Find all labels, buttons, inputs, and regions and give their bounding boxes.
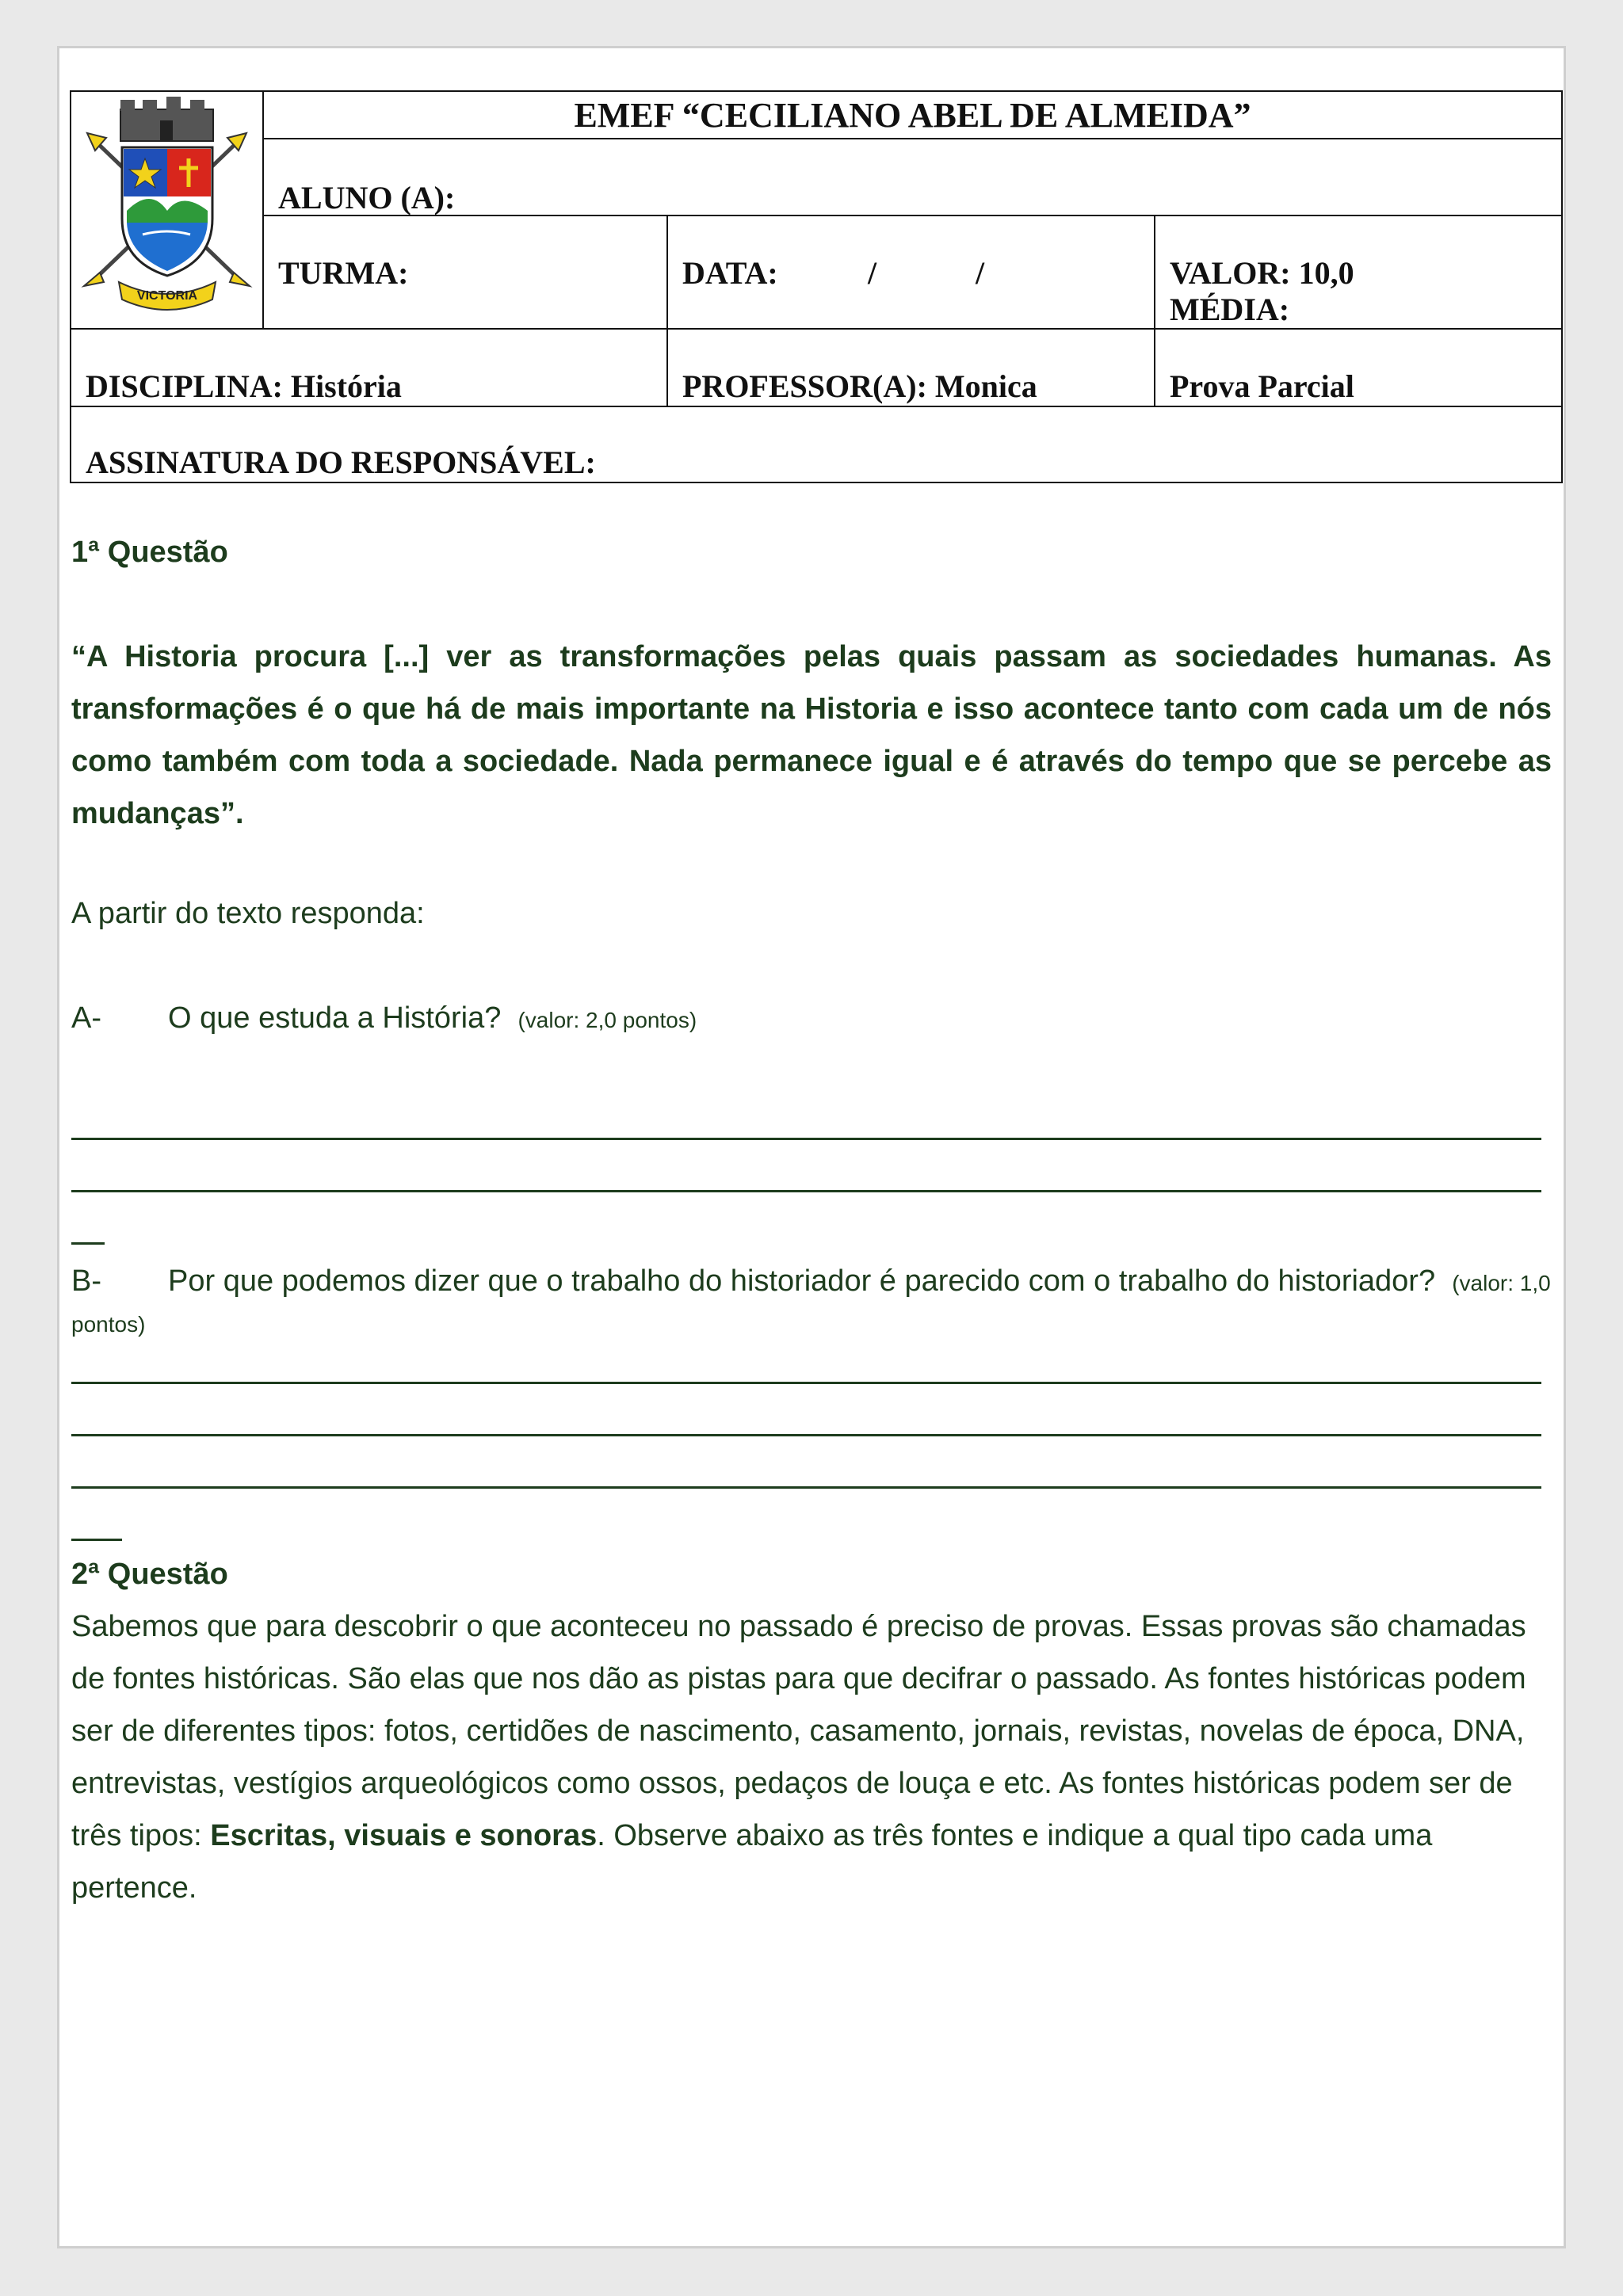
- question-2-title: 2ª Questão: [71, 1558, 228, 1591]
- valor-label: VALOR: 10,0: [1170, 255, 1354, 291]
- answer-line[interactable]: [71, 1138, 1541, 1140]
- question-a-text: O que estuda a História? (valor: 2,0 pontos): [168, 1001, 697, 1035]
- question-b-value: (valor: 1,0: [1452, 1271, 1551, 1295]
- valor-cell: [1154, 215, 1563, 330]
- professor-label: PROFESSOR(A): Monica: [682, 368, 1037, 404]
- prova-label: Prova Parcial: [1170, 368, 1354, 404]
- date-separator: /: [868, 255, 877, 291]
- date-separator: /: [976, 255, 985, 291]
- answer-line[interactable]: [71, 1190, 1541, 1192]
- answer-line[interactable]: [71, 1242, 105, 1245]
- answer-line[interactable]: [71, 1539, 122, 1541]
- answer-line[interactable]: [71, 1434, 1541, 1436]
- prova-cell: [1154, 328, 1563, 407]
- svg-text:VICTORIA: VICTORIA: [136, 289, 198, 303]
- turma-label: TURMA:: [278, 255, 409, 291]
- question-1-quote: “A Historia procura [...] ver as transformações pelas quais passam as sociedades humanas. As transformações é o que há de mais importante na Historia e isso acontece tanto com cada um de nós como também com toda a sociedade. Nada permanece igual e é através do tempo que se percebe as mudanças”.: [71, 640, 1552, 830]
- answer-line[interactable]: [71, 1382, 1541, 1384]
- turma-cell[interactable]: [262, 215, 668, 330]
- logo-cell: [70, 90, 264, 330]
- professor-cell: [666, 328, 1155, 407]
- question-b-text: Por que podemos dizer que o trabalho do historiador é parecido com o trabalho do historiador? (valor: 1,0: [168, 1264, 1551, 1298]
- school-title: EMEF “CECILIANO ABEL DE ALMEIDA”: [262, 90, 1563, 139]
- assinatura-label: ASSINATURA DO RESPONSÁVEL:: [86, 444, 596, 480]
- question-b-value-cont: pontos): [71, 1312, 146, 1337]
- question-1-title: 1ª Questão: [71, 536, 228, 569]
- disciplina-cell: [70, 328, 668, 407]
- question-a-value: (valor: 2,0 pontos): [517, 1008, 697, 1032]
- aluno-label: ALUNO (A):: [278, 180, 456, 215]
- data-label: DATA:: [682, 255, 778, 291]
- question-2-text: Sabemos que para descobrir o que aconteceu no passado é preciso de provas. Essas provas são chamadas de fontes históricas. São elas que nos dão as pistas para que decifrar o passado. As fontes históricas podem ser de diferentes tipos: fotos, certidões de nascimento, casamento, jornais, revistas, novelas de época, DNA, entrevistas, vestígios arqueológicos como ossos, pedaços de louça e etc. As fontes históricas podem ser de três tipos: Escritas, visuais e sonoras. Observe abaixo as três fontes e indique a qual tipo cada uma pertence.: [71, 1610, 1526, 1905]
- media-label: MÉDIA:: [1170, 292, 1290, 327]
- coat-of-arms-logo: [71, 92, 262, 328]
- question-a-label: A-: [71, 1001, 101, 1035]
- assinatura-cell[interactable]: [70, 406, 1563, 483]
- question-b-label: B-: [71, 1264, 101, 1298]
- aluno-cell[interactable]: [262, 138, 1563, 216]
- answer-line[interactable]: [71, 1486, 1541, 1489]
- question-a: [71, 1001, 697, 1035]
- question-1-instruction: A partir do texto responda:: [71, 897, 425, 930]
- source-types-bold: Escritas, visuais e sonoras: [210, 1819, 598, 1852]
- data-cell[interactable]: [666, 215, 1155, 330]
- disciplina-label: DISCIPLINA: História: [86, 368, 402, 404]
- question-b: [71, 1264, 1551, 1299]
